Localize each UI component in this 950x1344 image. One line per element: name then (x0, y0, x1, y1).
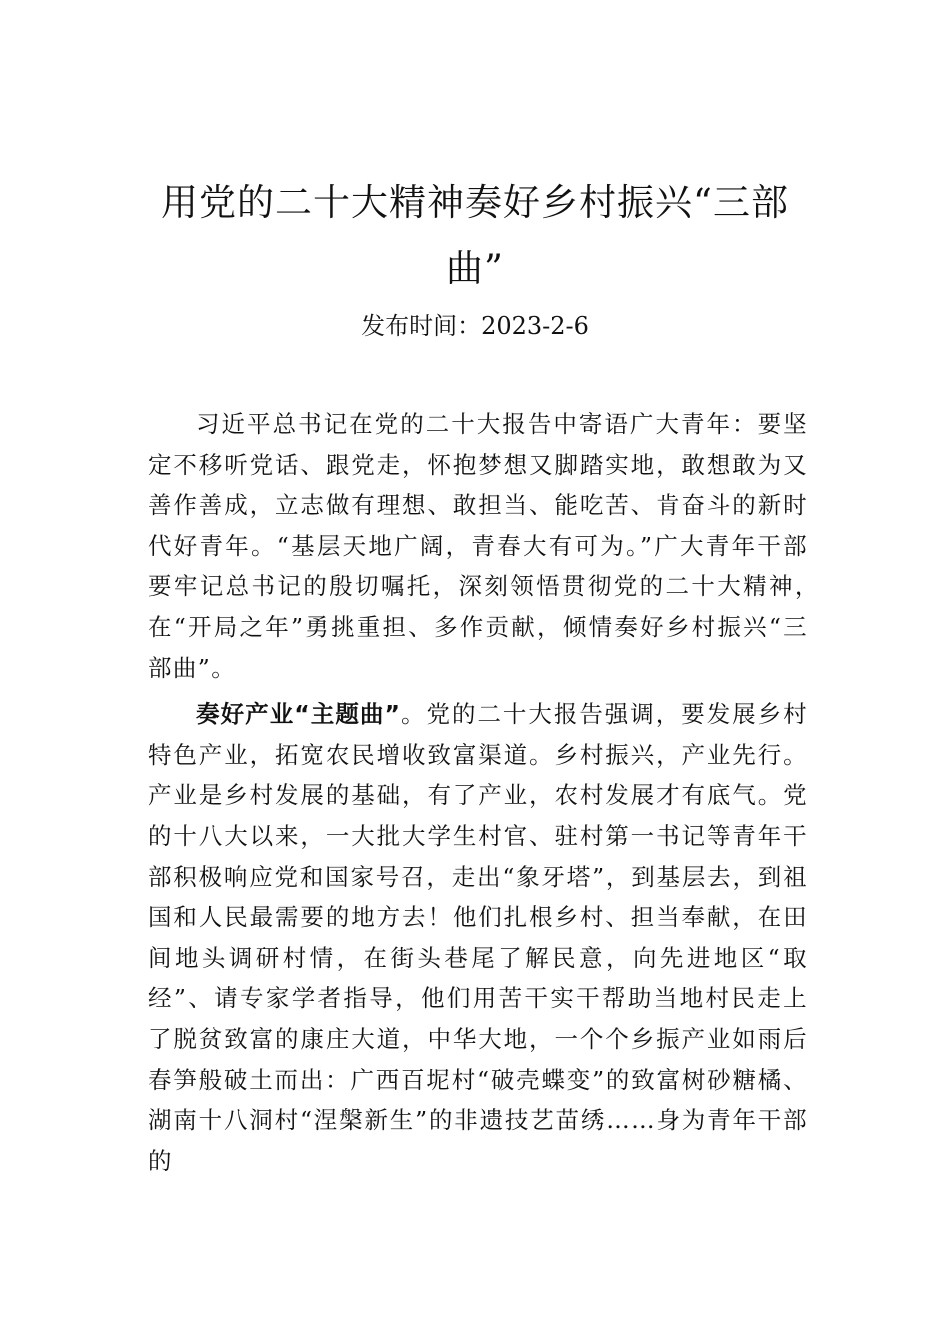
article-title: 用党的二十大精神奏好乡村振兴“三部曲” (161, 181, 789, 290)
paragraph-intro (148, 404, 833, 688)
publish-date: 发布时间：2023-2-6 (361, 312, 589, 340)
paragraph-industry (148, 694, 808, 1181)
paragraph-text: 习近平总书记在党的二十大报告中寄语广大青年：要坚定不移听党话、跟党走，怀抱梦想又脚踏实地，敢想敢为又善作善成，立志做有理想、敢担当、能吃苦、肯奋斗的新时代好青年。“基层天地广阔，青春大有可为。”广大青年干部要牢记总书记的殷切嘱托，深刻领悟贯彻党的二十大精神， 在“开局之年”勇挑重担、多作贡献，倾情奏好乡村振兴“三部曲”。 (148, 410, 833, 682)
paragraph-text: 。党的二十大报告强调，要发展乡村特色产业，拓宽农民增收致富渠道。乡村振兴，产业先行。 产业是乡村发展的基础，有了产业，农村发展才有底气。党的十八大以来，一大批大学生村官、驻村第一书记等青年干部积极响应党和国家号召，走出“象牙塔”，到基层去，到祖国和人民最需要的地方去！他们扎根乡村、担当奉献，在田间地头调研村情，在街头巷尾了解民意，向先进地区“取经”、请专家学者指导，他们用苦干实干帮助当地村民走上了脱贫致富的康庄大道，中华大地，一个个乡振产业如雨后春笋般破土而出：广西百坭村“破壳蝶变”的致富树砂糖橘、湖南十八洞村“涅槃新生”的非遗技艺苗绣……身为青年干部的 (148, 700, 809, 1175)
paragraph-lead-heading: 奏好产业“主题曲” (196, 700, 401, 729)
article-body (148, 404, 833, 1187)
